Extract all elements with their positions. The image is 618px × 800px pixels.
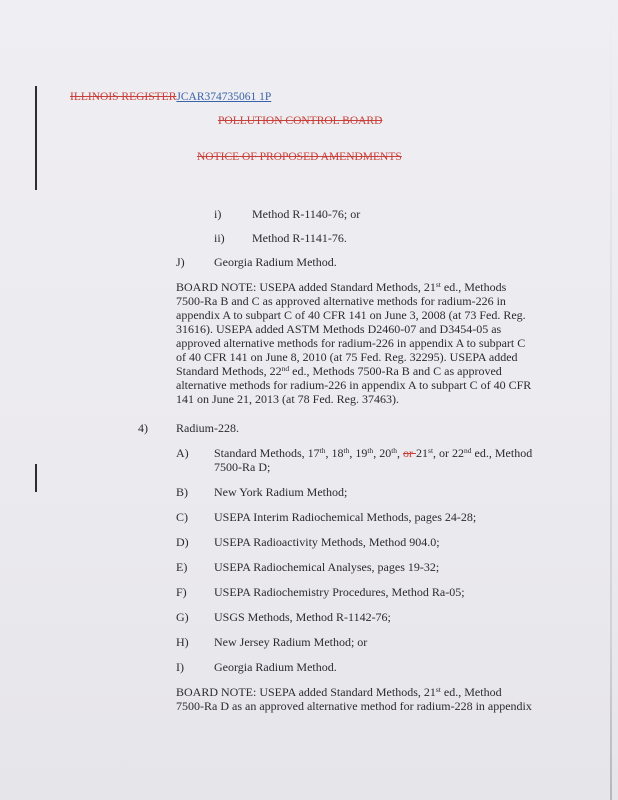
item-text: New York Radium Method; [214, 485, 348, 499]
section-title: Radium-228. [176, 421, 239, 435]
note-line: 141 on June 21, 2013 (at 78 Fed. Reg. 37463). [176, 392, 399, 406]
item-label: H) [176, 635, 189, 649]
notice-title: NOTICE OF PROPOSED AMENDMENTS [197, 151, 402, 163]
item-text: Method R-1140-76; or [252, 207, 361, 221]
item-text: USEPA Radiochemistry Procedures, Method Ra-05; [214, 585, 465, 599]
item-label: J) [176, 255, 185, 269]
register-code: JCAR374735061 1P [176, 91, 272, 103]
change-bar-mid [35, 464, 37, 492]
item-text: USGS Methods, Method R-1142-76; [214, 610, 391, 624]
item-text: Georgia Radium Method. [214, 255, 337, 269]
item-text-a-cont: 7500-Ra D; [214, 460, 271, 474]
item-label: F) [176, 585, 187, 599]
item-text: New Jersey Radium Method; or [214, 635, 368, 649]
item-label: E) [176, 560, 188, 574]
page-edge-shadow [610, 0, 612, 800]
note-line: 7500-Ra B and C as approved alternative methods for radium-226 in [176, 294, 506, 308]
item-label: I) [176, 660, 184, 674]
item-text: Georgia Radium Method. [214, 660, 337, 674]
item-label: A) [176, 446, 189, 460]
board-note-1 [176, 280, 531, 406]
section-label: 4) [138, 421, 148, 435]
item-label: ii) [214, 231, 225, 245]
note-line: approved alternative methods for radium-226 in appendix A to subpart C [176, 336, 526, 350]
register-header [70, 91, 271, 103]
item-label: C) [176, 510, 188, 524]
item-text-a: Standard Methods, 17th, 18th, 19th, 20th, or 21st, or 22nd ed., Method [214, 446, 533, 460]
item-label: D) [176, 535, 189, 549]
note-line: appendix A to subpart C of 40 CFR 141 on June 3, 2008 (at 73 Fed. Reg. [176, 308, 526, 322]
note-line: alternative methods for radium-226 in appendix A to subpart C of 40 CFR [176, 378, 532, 392]
item-label: G) [176, 610, 189, 624]
change-bar-top [35, 86, 37, 190]
note-line: of 40 CFR 141 on June 8, 2010 (at 75 Fed. Reg. 32295). USEPA added [176, 350, 518, 364]
register-title-struck: ILLINOIS REGISTER [70, 91, 177, 103]
item-text: USEPA Interim Radiochemical Methods, pages 24-28; [214, 510, 477, 524]
item-text: USEPA Radioactivity Methods, Method 904.0; [214, 535, 440, 549]
item-label: B) [176, 485, 188, 499]
note-line: BOARD NOTE: USEPA added Standard Methods, 21st ed., Method [176, 685, 502, 699]
board-note-2 [176, 685, 532, 713]
note-line: 7500-Ra D as an approved alternative method for radium-228 in appendix [176, 699, 532, 713]
item-text: USEPA Radiochemical Analyses, pages 19-32; [214, 560, 440, 574]
note-line: Standard Methods, 22nd ed., Methods 7500-Ra B and C as approved [176, 364, 502, 378]
item-label: i) [214, 207, 222, 221]
note-line: BOARD NOTE: USEPA added Standard Methods, 21st ed., Methods [176, 280, 507, 294]
item-text: Method R-1141-76. [252, 231, 347, 245]
note-line: 31616). USEPA added ASTM Methods D2460-07 and D3454-05 as [176, 322, 502, 336]
struck-or: or [403, 446, 417, 460]
board-title: POLLUTION CONTROL BOARD [218, 115, 383, 127]
